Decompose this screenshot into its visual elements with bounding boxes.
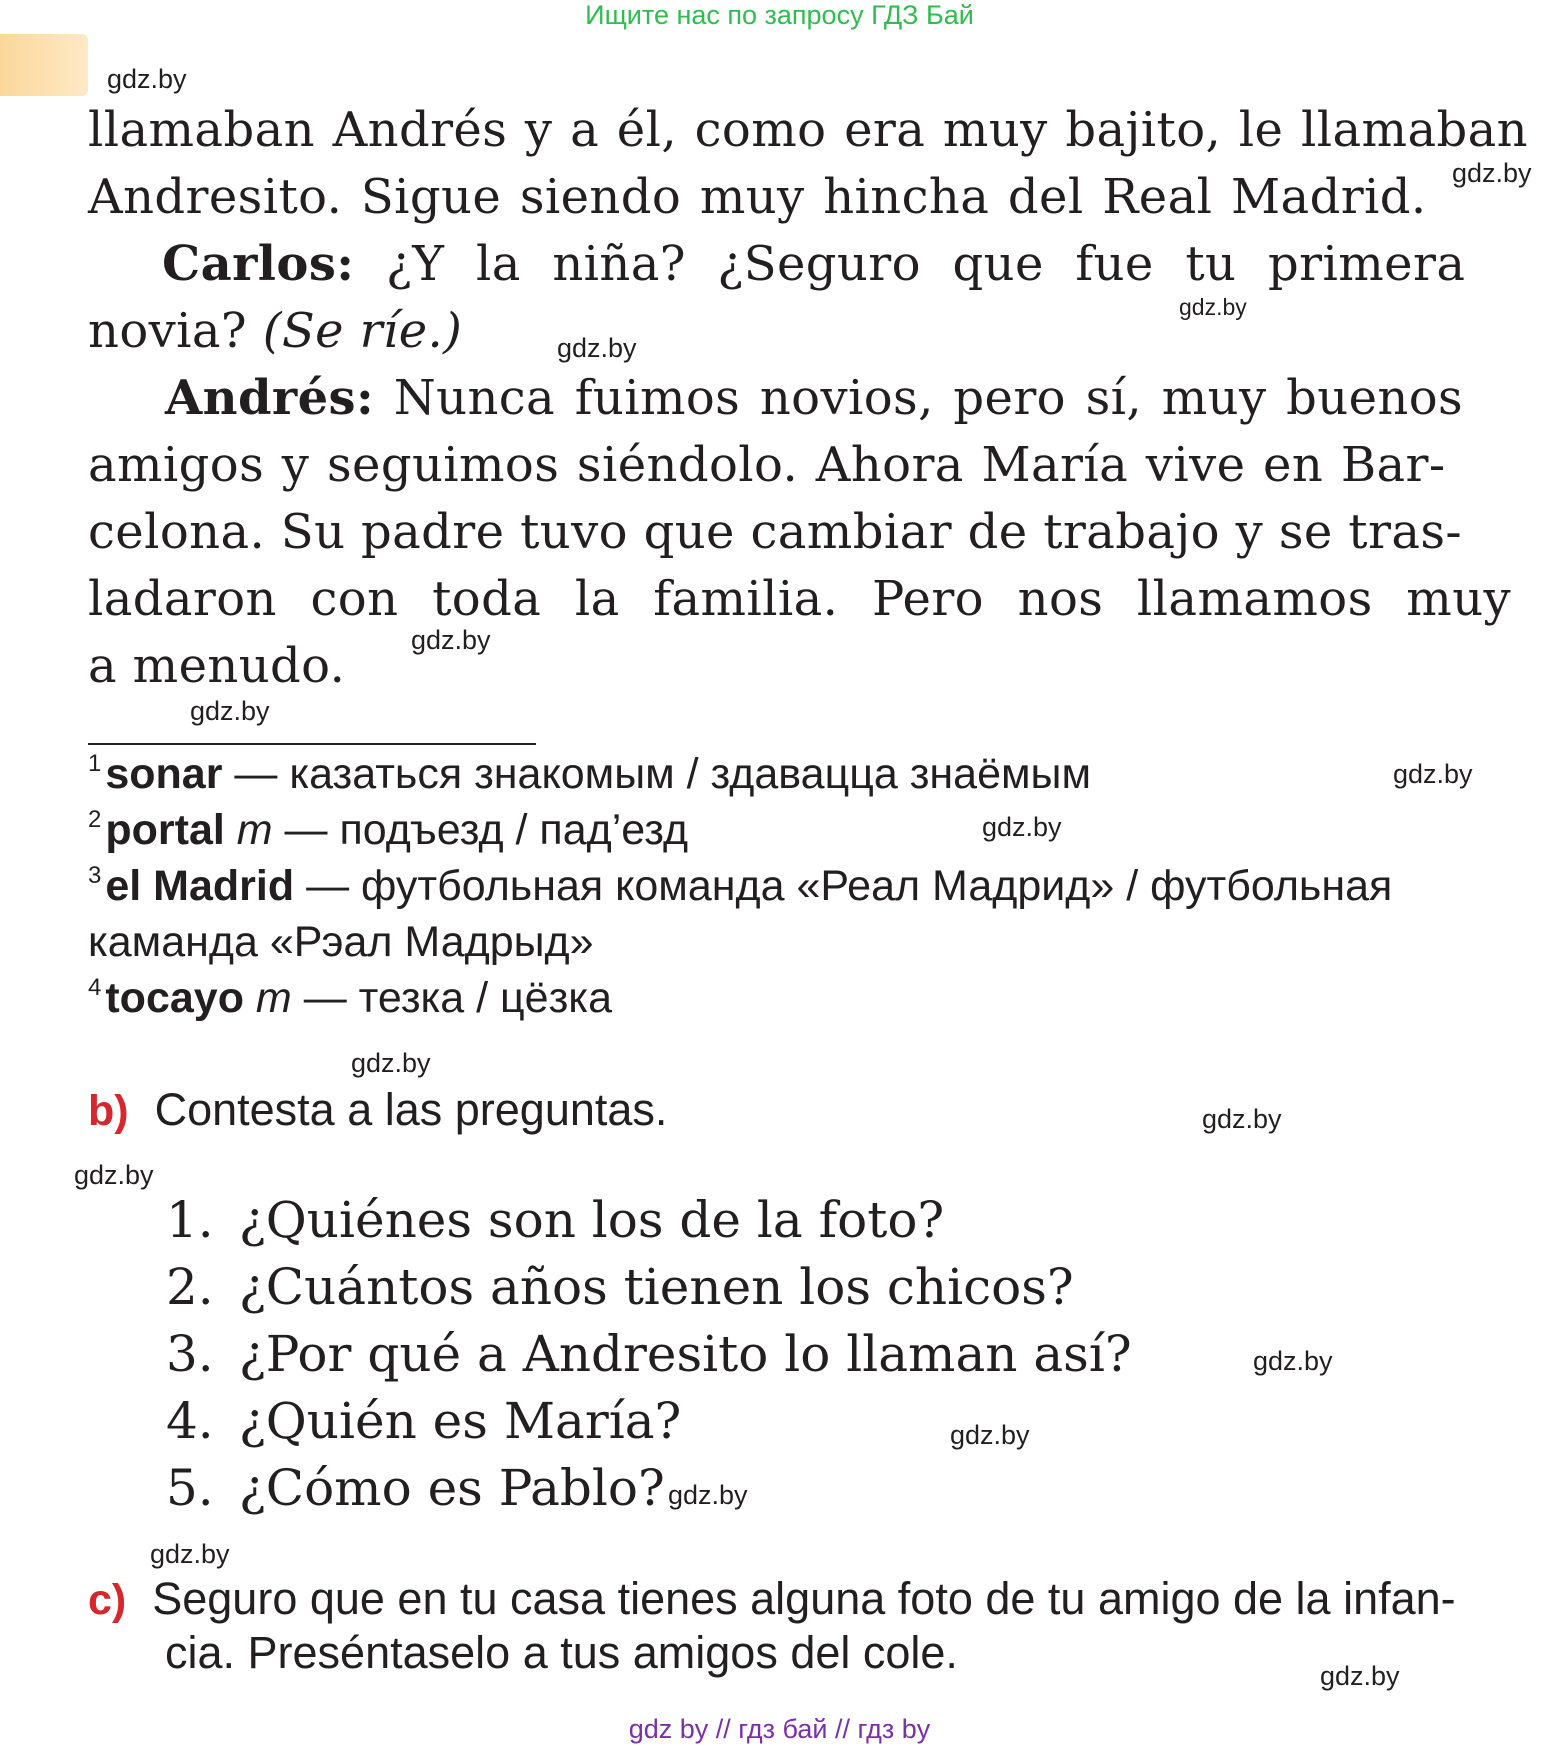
task-marker: c): [88, 1576, 127, 1624]
task-instruction: Seguro que en tu casa tienes alguna foto de tu amigo de la infan-: [152, 1573, 1456, 1624]
task-marker: b): [88, 1087, 129, 1135]
story-line: a menudo.: [88, 638, 346, 694]
watermark: gdz.by: [74, 1160, 154, 1190]
story-line: amigos y seguimos siéndolo. Ahora María vive en Bar-: [88, 437, 1446, 493]
stage-direction: (Se ríe.): [262, 303, 463, 359]
watermark: gdz.by: [351, 1048, 431, 1078]
story-line: novia? (Se ríe.): [88, 303, 463, 359]
page-corner-tab: [0, 34, 88, 96]
task-instruction-continuation: cia. Preséntaselo a tus amigos del cole.: [165, 1627, 958, 1678]
story-line: Carlos: ¿Y la niña? ¿Seguro que fue tu primera: [162, 236, 1466, 292]
story-line: llamaban Andrés y a él, como era muy bajito, le llamaban: [88, 102, 1528, 158]
footer-watermark-line: gdz by // гдз бай // гдз by: [628, 1714, 931, 1744]
watermark: gdz.by: [411, 625, 491, 655]
question-item: 1. ¿Quiénes son los de la foto?: [166, 1191, 945, 1249]
task-instruction: Contesta a las preguntas.: [154, 1084, 668, 1135]
watermark: gdz.by: [1393, 759, 1473, 789]
footnote: $^3$el Madrid — футбольная команда «Реал Мадрид» / футбольная: [88, 862, 1393, 910]
footnote: $^4$tocayo m — тезка / цёзка: [88, 974, 612, 1022]
watermark: gdz.by: [1452, 158, 1532, 188]
speaker-name: Andrés:: [165, 370, 375, 426]
watermark: gdz.by: [190, 696, 270, 726]
speaker-name: Carlos:: [162, 236, 355, 292]
story-line: Andrés: Nunca fuimos novios, pero sí, muy buenos: [165, 370, 1464, 426]
watermark: gdz.by: [1202, 1104, 1282, 1134]
question-item: 2. ¿Cuántos años tienen los chicos?: [166, 1258, 1074, 1316]
search-banner: Ищите нас по запросу ГДЗ Бай: [585, 0, 974, 30]
footnote-divider: [88, 743, 536, 745]
watermark: gdz.by: [107, 64, 187, 94]
question-item: 3. ¿Por qué a Andresito lo llaman así?: [166, 1325, 1132, 1383]
task-b: [88, 1084, 667, 1136]
story-line: ladaron con toda la familia. Pero nos llamamos muy: [88, 571, 1512, 627]
footnote-continuation: каманда «Рэал Мадрыд»: [88, 918, 594, 966]
watermark: gdz.by: [1320, 1661, 1400, 1691]
question-item: 4. ¿Quién es María?: [166, 1392, 682, 1450]
story-line: celona. Su padre tuvo que cambiar de trabajo y se tras-: [88, 504, 1463, 560]
watermark: gdz.by: [150, 1539, 230, 1569]
footnote: $^1$sonar — казаться знакомым / здавацца знаёмым: [88, 750, 1092, 798]
watermark: gdz.by: [668, 1480, 748, 1510]
story-line: Andresito. Sigue siendo muy hincha del Real Madrid.: [88, 169, 1427, 225]
watermark: gdz.by: [950, 1420, 1030, 1450]
question-item: 5. ¿Cómo es Pablo?: [166, 1459, 665, 1517]
task-c: [88, 1573, 1456, 1625]
watermark: gdz.by: [557, 333, 637, 363]
watermark: gdz.by: [982, 812, 1062, 842]
watermark: gdz.by: [1253, 1346, 1333, 1376]
watermark: gdz.by: [1179, 294, 1247, 320]
footnote: $^2$portal m — подъезд / пад’езд: [88, 806, 689, 854]
